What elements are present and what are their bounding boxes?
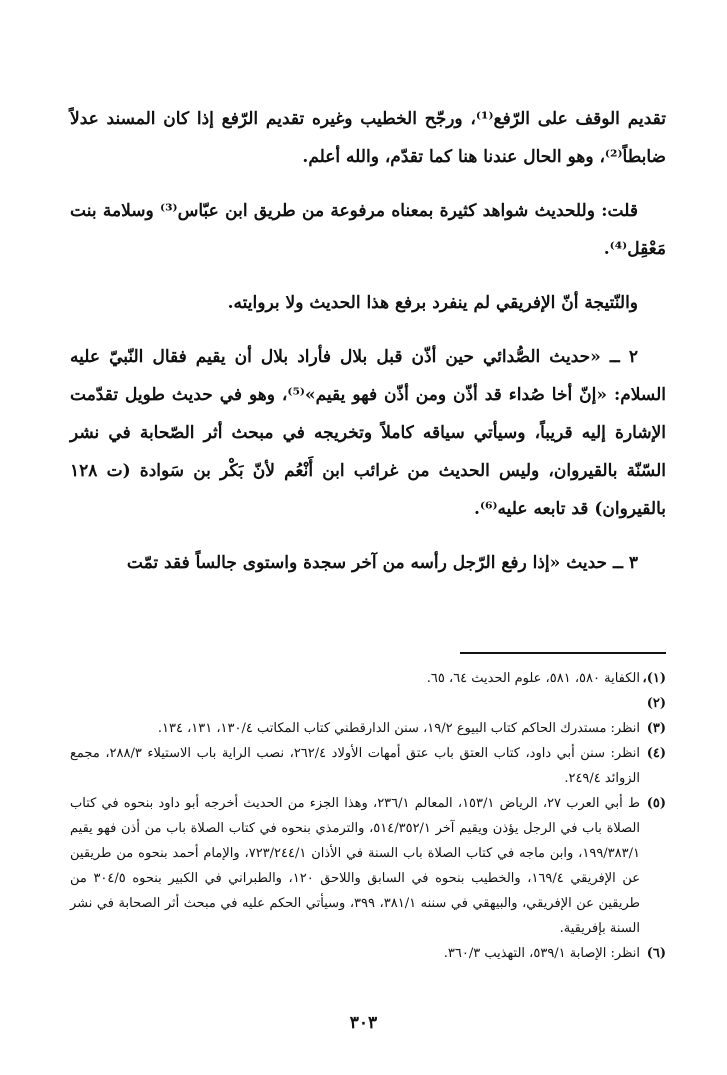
footnote-text: ط أبي العرب ٢٧، الرياض ١٥٣/١، المعالم ٢٣٦/١، وهذا الجزء من الحديث أخرجه أبو داود بنحوه في كتاب الصلاة باب في الرجل يؤذن ويقيم آخر ٥١٤/٣٥٢/١، والترمذي بنحوه في كتاب الصلاة باب من أذن فهو يقيم ١٩٩/٣٨٣/١، وابن ماجه في كتاب الصلاة باب السنة في الأذان ٧٢٣/٢٤٤/١، والإمام أحمد بنحوه من طريقين عن الإفريقي ١٦٩/٤، والخطيب بنحوه في السابق واللاحق ١٢٠، والطبراني في الكبير بنحوه ٣٠٤/٥ من طريقين عن الإفريقي، والبيهقي في سننه ٣٨١/١، ٣٩٩، وسيأتي الحكم عليه في مبحث أثر الصحابة في نشر السنة بإفريقية. [70,796,640,936]
footnote-text: انظر: مستدرك الحاكم كتاب البيوع ١٩/٢، سنن الدارقطني كتاب المكاتب ١٣٠/٤، ١٣١، ١٣٤. [157,721,640,736]
footnote-number: (٦) [646,946,666,961]
spacer [70,598,666,652]
page-content [70,100,666,966]
body-paragraph-1: تقديم الوقف على الرّفع⁽¹⁾، ورجّح الخطيب وغيره تقديم الرّفع إذا كان المسند عدلاً ضابطاً⁽²⁾، وهو الحال عندنا هنا كما تقدّم، والله أعلم. [70,109,666,167]
footnote-number: (٥) [646,796,666,811]
body-paragraph-5: ٣ ــ حديث «إذا رفع الرّجل رأسه من آخر سجدة واستوى جالساً فقد تمّت [126,553,638,573]
body-paragraph-2: قلت: وللحديث شواهد كثيرة بمعناه مرفوعة من طريق ابن عبّاس⁽³⁾ وسلامة بنت مَعْقِل⁽⁴⁾. [70,201,666,259]
body-paragraph-3: والنّتيجة أنّ الإفريقي لم ينفرد برفع هذا الحديث ولا بروايته. [227,293,638,313]
footnote-number: (١)، (٢) [642,671,666,711]
footnote [70,941,666,966]
footnote [70,716,666,741]
footnote-number: (٣) [646,721,666,736]
footnote [70,791,666,941]
footnote-text: انظر: الإصابة ٥٣٩/١، التهذيب ٣٦٠/٣. [443,946,640,961]
footnote [70,741,666,791]
footnote [70,666,666,716]
page-number: ٣٠٣ [349,1013,378,1033]
footnote-text: انظر: سنن أبي داود، كتاب العتق باب عتق أمهات الأولاد ٢٦٢/٤، نصب الراية باب الاستيلاء ٢٨٨/٣، مجمع الزوائد ٢٤٩/٤. [70,746,640,786]
footnote-text: الكفاية ٥٨٠، ٥٨١، علوم الحديث ٦٤، ٦٥. [426,671,640,686]
body-paragraph-4: ٢ ــ «حديث الصُّدائي حين أذّن قبل بلال فأراد بلال أن يقيم فقال النّبيّ عليه السلام: «إنّ أخا صُداء قد أذّن ومن أذّن فهو يقيم»⁽⁵⁾، وهو في حديث طويل تقدّمت الإشارة إليه قريباً، وسيأتي سياقه كاملاً وتخريجه في مبحث أثر الصّحابة في نشر السّنّة بالقيروان، وليس الحديث من غرائب ابن أَنْعُم لأنّ بَكْر بن سَوادة (ت ١٢٨ بالقيروان) قد تابعه عليه⁽⁶⁾. [70,347,666,519]
footnote-number: (٤) [646,746,666,761]
footnote-divider [460,652,666,654]
